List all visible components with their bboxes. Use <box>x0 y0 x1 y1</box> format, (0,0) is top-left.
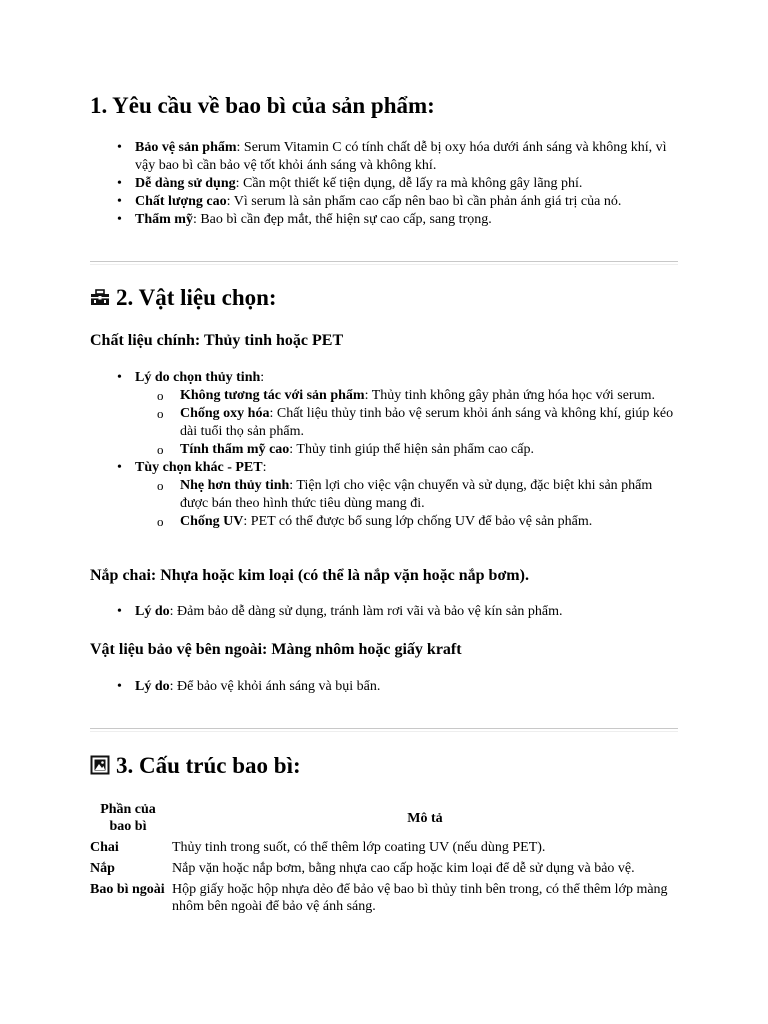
cap-heading: Nắp chai: Nhựa hoặc kim loại (có thể là nắp vặn hoặc nắp bơm). <box>90 567 529 584</box>
list-item <box>117 459 677 531</box>
table-cell-part: Bao bì ngoài <box>90 882 165 897</box>
item-text: : PET có thể được bổ sung lớp chống UV để bảo vệ sản phẩm. <box>243 514 593 529</box>
glass-reasons-list <box>135 387 677 459</box>
table-cell-description: Thủy tinh trong suốt, có thể thêm lớp coating UV (nếu dùng PET). <box>172 840 546 855</box>
item-term: Thẩm mỹ <box>135 212 193 227</box>
item-term: Nhẹ hơn thủy tinh <box>180 478 290 493</box>
cap-list <box>117 603 677 621</box>
table-cell-description: Hộp giấy hoặc hộp nhựa dẻo để bảo vệ bao bì thủy tinh bên trong, có thể thêm lớp màng nhôm bên ngoài để bảo vệ ánh sáng. <box>172 882 668 914</box>
item-text: : Để bảo vệ khỏi ánh sáng và bụi bẩn. <box>169 679 381 694</box>
item-term: Chống oxy hóa <box>180 406 270 421</box>
list-item <box>117 139 677 175</box>
table-cell-part: Chai <box>90 840 119 855</box>
outer-material-heading: Vật liệu bảo vệ bên ngoài: Màng nhôm hoặc giấy kraft <box>90 641 462 658</box>
table-row <box>88 838 680 857</box>
item-term: Lý do chọn thủy tinh <box>135 370 261 385</box>
outer-material-list <box>117 678 677 696</box>
item-term: Dễ dàng sử dụng <box>135 176 236 191</box>
item-term: Tùy chọn khác - PET <box>135 460 263 475</box>
list-item <box>117 603 677 621</box>
list-item <box>135 513 677 531</box>
item-text: : Chất liệu thủy tinh bảo vệ serum khỏi ánh sáng và không khí, giúp kéo dài tuổi thọ sản phẩm. <box>180 406 674 439</box>
table-row <box>88 880 680 916</box>
list-item <box>135 441 677 459</box>
section-1-title: 1. Yêu cầu về bao bì của sản phẩm: <box>90 93 435 118</box>
requirements-list <box>117 139 677 229</box>
frame-icon <box>90 754 110 774</box>
list-item <box>135 387 677 405</box>
item-term: Lý do <box>135 604 170 619</box>
main-material-list <box>117 369 677 531</box>
toolbox-icon <box>90 286 110 306</box>
list-item <box>117 211 677 229</box>
section-divider <box>90 728 678 732</box>
table-cell-description: Nắp vặn hoặc nắp bơm, bằng nhựa cao cấp hoặc kim loại để dễ sử dụng và bảo vệ. <box>172 861 635 876</box>
item-text: : Serum Vitamin C có tính chất dễ bị oxy hóa dưới ánh sáng và không khí, vì vậy bao bì cần bảo vệ tốt khỏi ánh sáng và không khí. <box>135 140 667 173</box>
list-item <box>117 369 677 459</box>
list-item <box>117 678 677 696</box>
item-text: : Thủy tinh giúp thể hiện sản phẩm cao cấp. <box>289 442 534 457</box>
list-item <box>135 405 677 441</box>
list-item <box>135 477 677 513</box>
list-item <box>117 193 677 211</box>
item-text: : <box>262 460 267 475</box>
section-2-title <box>90 284 277 312</box>
column-header-part: Phần của bao bì <box>100 802 156 834</box>
item-term: Chống UV <box>180 514 244 529</box>
section-2-title-text: 2. Vật liệu chọn: <box>116 285 277 310</box>
item-text: : Bao bì cần đẹp mắt, thể hiện sự cao cấp, sang trọng. <box>192 212 492 227</box>
item-text: : Tiện lợi cho việc vận chuyển và sử dụng, đặc biệt khi sản phẩm được bán theo hình thức tiêu dùng mang đi. <box>180 478 653 511</box>
section-3-title-text: 3. Cấu trúc bao bì: <box>116 753 301 778</box>
item-term: Lý do <box>135 679 170 694</box>
item-term: Tính thẩm mỹ cao <box>180 442 290 457</box>
list-item <box>117 175 677 193</box>
table-row <box>88 859 680 878</box>
section-3-title <box>90 752 301 780</box>
item-text: : Cần một thiết kế tiện dụng, dễ lấy ra mà không gây lãng phí. <box>235 176 583 191</box>
item-text: : <box>260 370 265 385</box>
pet-reasons-list <box>135 477 677 531</box>
packaging-structure-table <box>86 798 682 918</box>
table-header-row <box>88 800 680 836</box>
section-divider <box>90 261 678 265</box>
table-cell-part: Nắp <box>90 861 115 876</box>
item-text: : Thủy tinh không gây phản ứng hóa học với serum. <box>364 388 655 403</box>
item-term: Không tương tác với sản phẩm <box>180 388 365 403</box>
item-term: Chất lượng cao <box>135 194 227 209</box>
column-header-description: Mô tả <box>407 810 443 826</box>
main-material-heading: Chất liệu chính: Thủy tinh hoặc PET <box>90 332 344 349</box>
item-term: Bảo vệ sản phẩm <box>135 140 237 155</box>
item-text: : Vì serum là sản phẩm cao cấp nên bao bì cần phản ánh giá trị của nó. <box>226 194 622 209</box>
item-text: : Đảm bảo dễ dàng sử dụng, tránh làm rơi vãi và bảo vệ kín sản phẩm. <box>169 604 563 619</box>
